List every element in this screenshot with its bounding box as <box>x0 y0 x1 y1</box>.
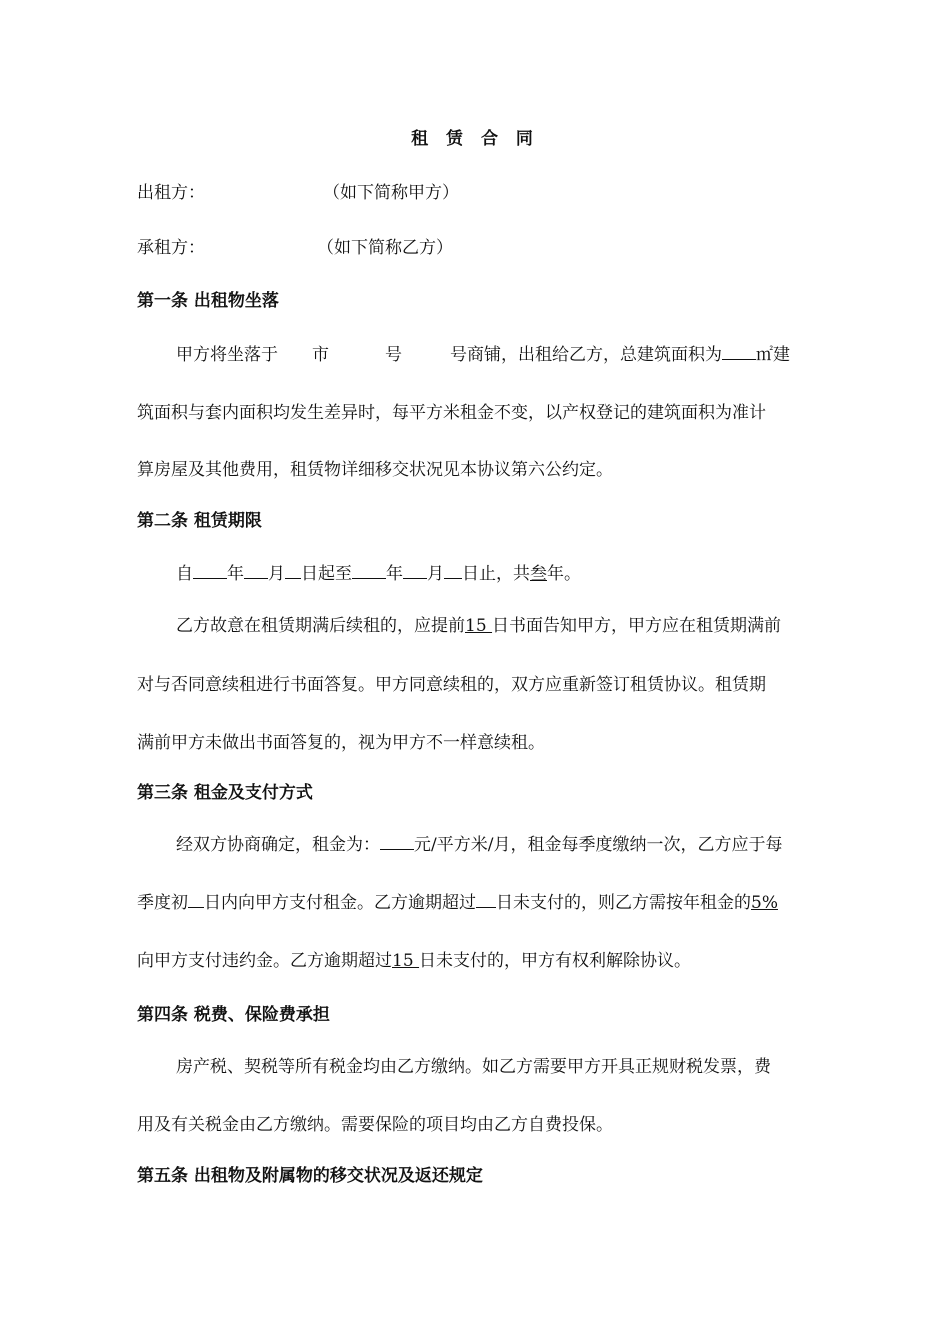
term-years-value: 叁 <box>530 564 547 584</box>
article1-line3: 算房屋及其他费用，租赁物详细移交状况见本协议第六公约定。 <box>137 460 613 480</box>
renewal-line2: 对与否同意续租进行书面答复。甲方同意续租的，双方应重新签订租赁协议。租赁期 <box>137 675 766 695</box>
start-month-blank <box>244 560 268 579</box>
term-from: 自 <box>176 564 193 584</box>
renewal-line1 <box>176 611 781 636</box>
rent-line2 <box>137 888 778 913</box>
renewal-days: 15 <box>465 616 493 636</box>
rent-breach-text-cont: 日未支付的，甲方有权利解除协议。 <box>419 951 692 971</box>
area-blank <box>722 341 756 360</box>
article1-number: 号 <box>385 345 402 365</box>
term-year: 年 <box>227 564 244 584</box>
term-total: 日止，共 <box>462 564 530 584</box>
rent-amount-blank <box>380 831 414 850</box>
lessee-note: （如下简称乙方） <box>317 238 453 258</box>
rent-breach-text: 向甲方支付违约金。乙方逾期超过 <box>137 951 392 971</box>
article3-heading: 第三条 租金及支付方式 <box>137 783 313 803</box>
article4-heading: 第四条 税费、保险费承担 <box>137 1005 330 1025</box>
term-years-suffix: 年。 <box>547 564 581 584</box>
article5-heading: 第五条 出租物及附属物的移交状况及返还规定 <box>137 1166 483 1186</box>
tax-line2: 用及有关税金由乙方缴纳。需要保险的项目均由乙方自费投保。 <box>137 1115 613 1135</box>
renewal-line3: 满前甲方未做出书面答复的，视为甲方不一样意续租。 <box>137 733 545 753</box>
pay-days-blank <box>188 889 204 908</box>
penalty-percent: 5% <box>751 893 778 913</box>
end-day-blank <box>444 560 462 579</box>
renewal-text-cont: 日书面告知甲方，甲方应在租赁期满前 <box>492 616 782 636</box>
document-title: 租 赁 合 同 <box>411 129 539 149</box>
rent-penalty-text: 日未支付的，则乙方需按年租金的 <box>496 893 751 913</box>
lease-term-line <box>176 559 581 584</box>
article1-text: 甲方将坐落于 <box>176 345 278 365</box>
article1-line1 <box>176 340 790 365</box>
rent-line1 <box>176 830 782 855</box>
tax-line1: 房产税、契税等所有税金均由乙方缴纳。如乙方需要甲方开具正规财税发票，费 <box>176 1057 771 1077</box>
rent-text: 经双方协商确定，租金为： <box>176 835 380 855</box>
article1-text-cont: 号商铺，出租给乙方，总建筑面积为 <box>450 345 722 365</box>
start-day-blank <box>285 560 301 579</box>
lessee-line <box>137 233 453 258</box>
term-month: 月 <box>268 564 285 584</box>
rent-quarter-text: 季度初 <box>137 893 188 913</box>
article1-line2: 筑面积与套内面积均发生差异时，每平方米租金不变，以产权登记的建筑面积为准计 <box>137 403 766 423</box>
rent-text-cont: 元/平方米/月，租金每季度缴纳一次，乙方应于每 <box>414 835 783 855</box>
start-year-blank <box>193 560 227 579</box>
term-year-end: 年 <box>386 564 403 584</box>
article1-heading: 第一条 出租物坐落 <box>137 291 279 311</box>
rent-line3 <box>137 946 691 971</box>
lessor-note: （如下简称甲方） <box>323 183 459 203</box>
article1-city: 市 <box>312 345 329 365</box>
lessor-label: 出租方： <box>137 183 205 203</box>
end-year-blank <box>352 560 386 579</box>
rent-overdue-text: 日内向甲方支付租金。乙方逾期超过 <box>204 893 476 913</box>
lessor-line <box>137 178 459 203</box>
lessee-label: 承租方： <box>137 238 205 258</box>
article2-heading: 第二条 租赁期限 <box>137 511 262 531</box>
overdue-days-blank <box>476 889 496 908</box>
article1-unit: ㎡建 <box>756 345 790 365</box>
renewal-text: 乙方故意在租赁期满后续租的，应提前 <box>176 616 465 636</box>
breach-days: 15 <box>392 951 420 971</box>
term-month-end: 月 <box>427 564 444 584</box>
end-month-blank <box>403 560 427 579</box>
term-until: 日起至 <box>301 564 352 584</box>
